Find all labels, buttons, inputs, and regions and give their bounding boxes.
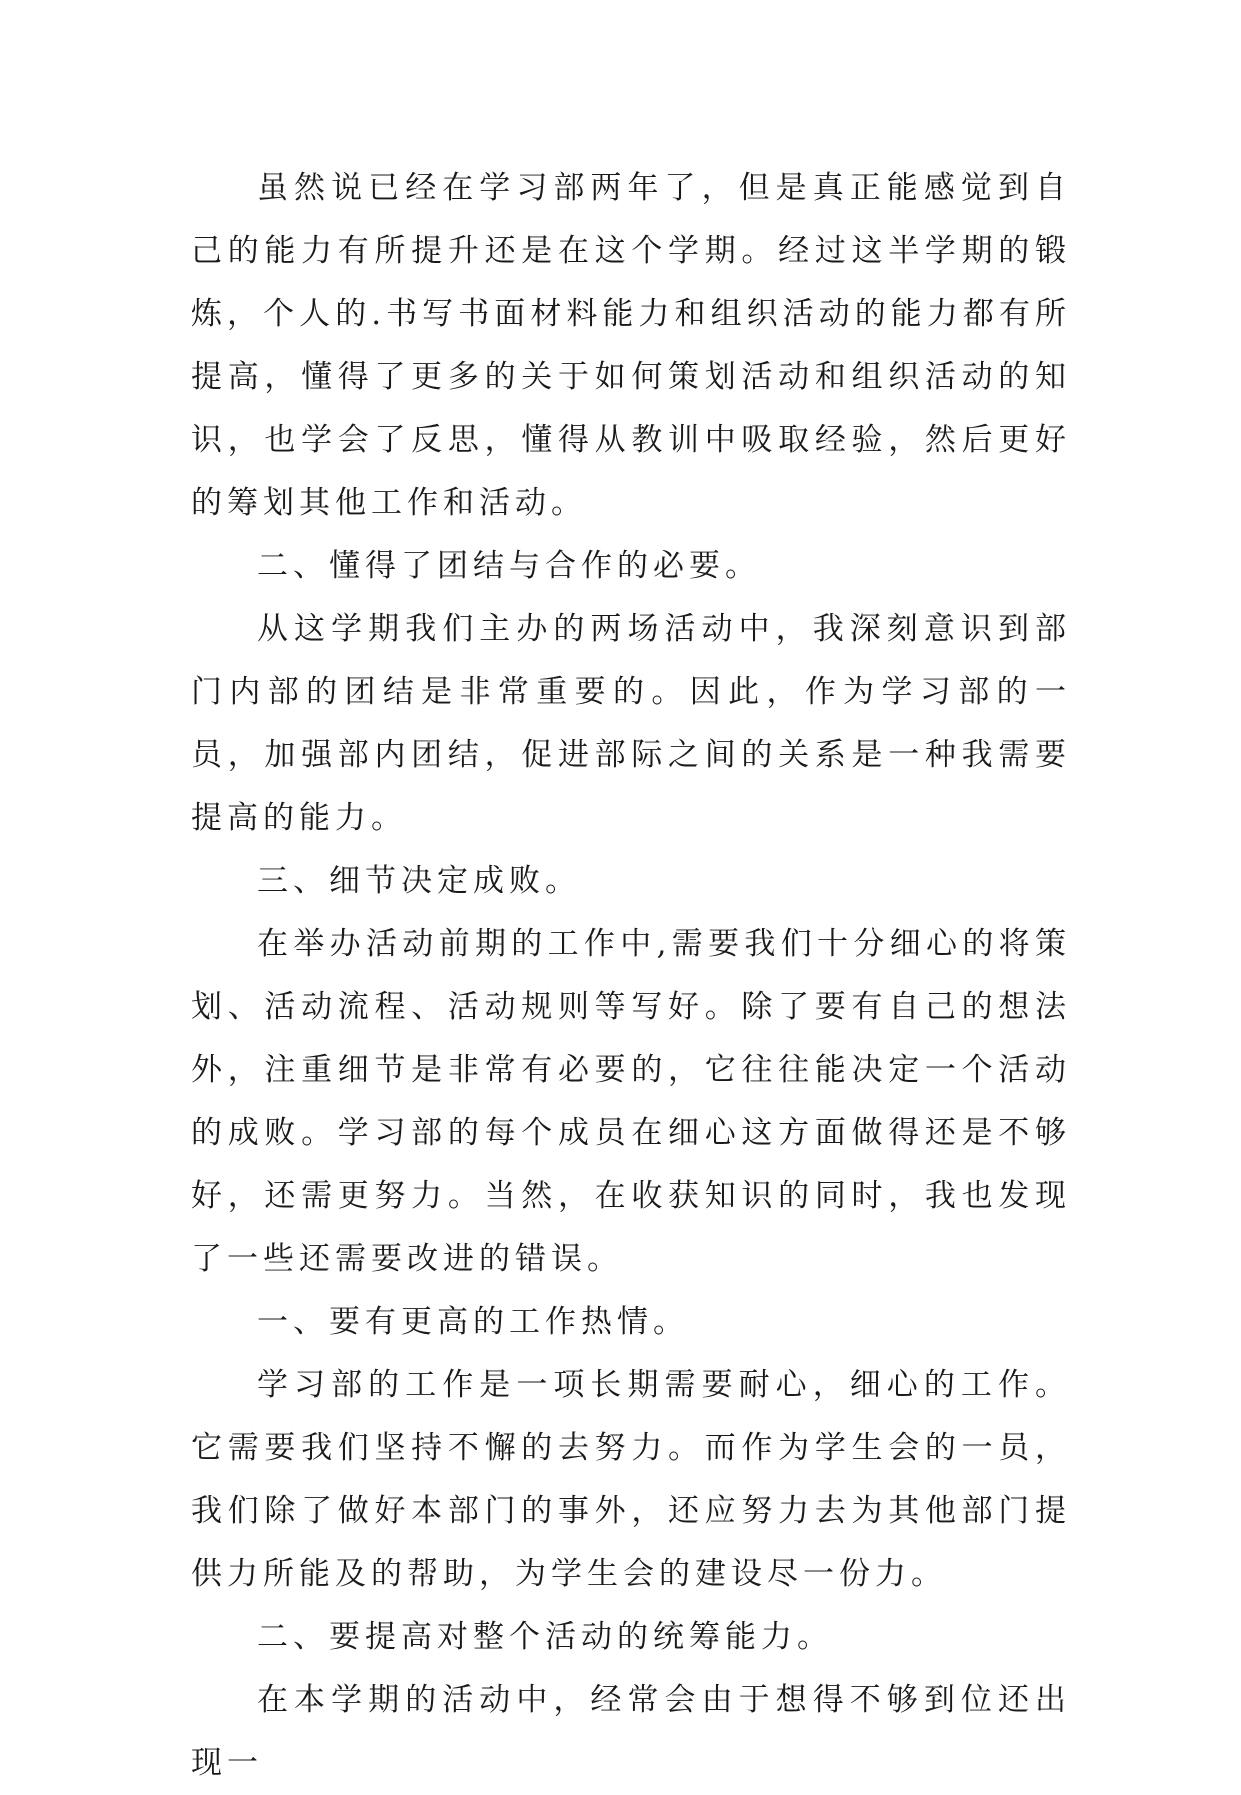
section-heading: 三、细节决定成败。 [257, 863, 581, 899]
paragraph: 在举办活动前期的工作中,需要我们十分细心的将策划、活动流程、活动规则等写好。除了要有自己的想法外，注重细节是非常有必要的，它往往能决定一个活动的成败。学习部的每个成员在细心这方面做得还是不够好，还需更努力。当然，在收获知识的同时，我也发现了一些还需要改进的错误。 [191, 926, 1071, 1277]
paragraph: 虽然说已经在学习部两年了，但是真正能感觉到自己的能力有所提升还是在这个学期。经过这半学期的锻炼，个人的.书写书面材料能力和组织活动的能力都有所提高，懂得了更多的关于如何策划活动和组织活动的知识，也学会了反思，懂得从教训中吸取经验，然后更好的筹划其他工作和活动。 [191, 170, 1071, 521]
paragraph: 从这学期我们主办的两场活动中，我深刻意识到部门内部的团结是非常重要的。因此，作为学习部的一员，加强部内团结，促进部际之间的关系是一种我需要提高的能力。 [191, 611, 1071, 836]
section-heading: 二、懂得了团结与合作的必要。 [257, 548, 761, 584]
paragraph: 在本学期的活动中，经常会由于想得不够到位还出现一 [191, 1682, 1071, 1781]
document-body [191, 157, 1071, 1795]
section-heading: 一、要有更高的工作热情。 [257, 1304, 689, 1340]
section-heading: 二、要提高对整个活动的统筹能力。 [257, 1619, 833, 1655]
paragraph: 学习部的工作是一项长期需要耐心，细心的工作。它需要我们坚持不懈的去努力。而作为学生会的一员，我们除了做好本部门的事外，还应努力去为其他部门提供力所能及的帮助，为学生会的建设尽一份力。 [191, 1367, 1071, 1592]
